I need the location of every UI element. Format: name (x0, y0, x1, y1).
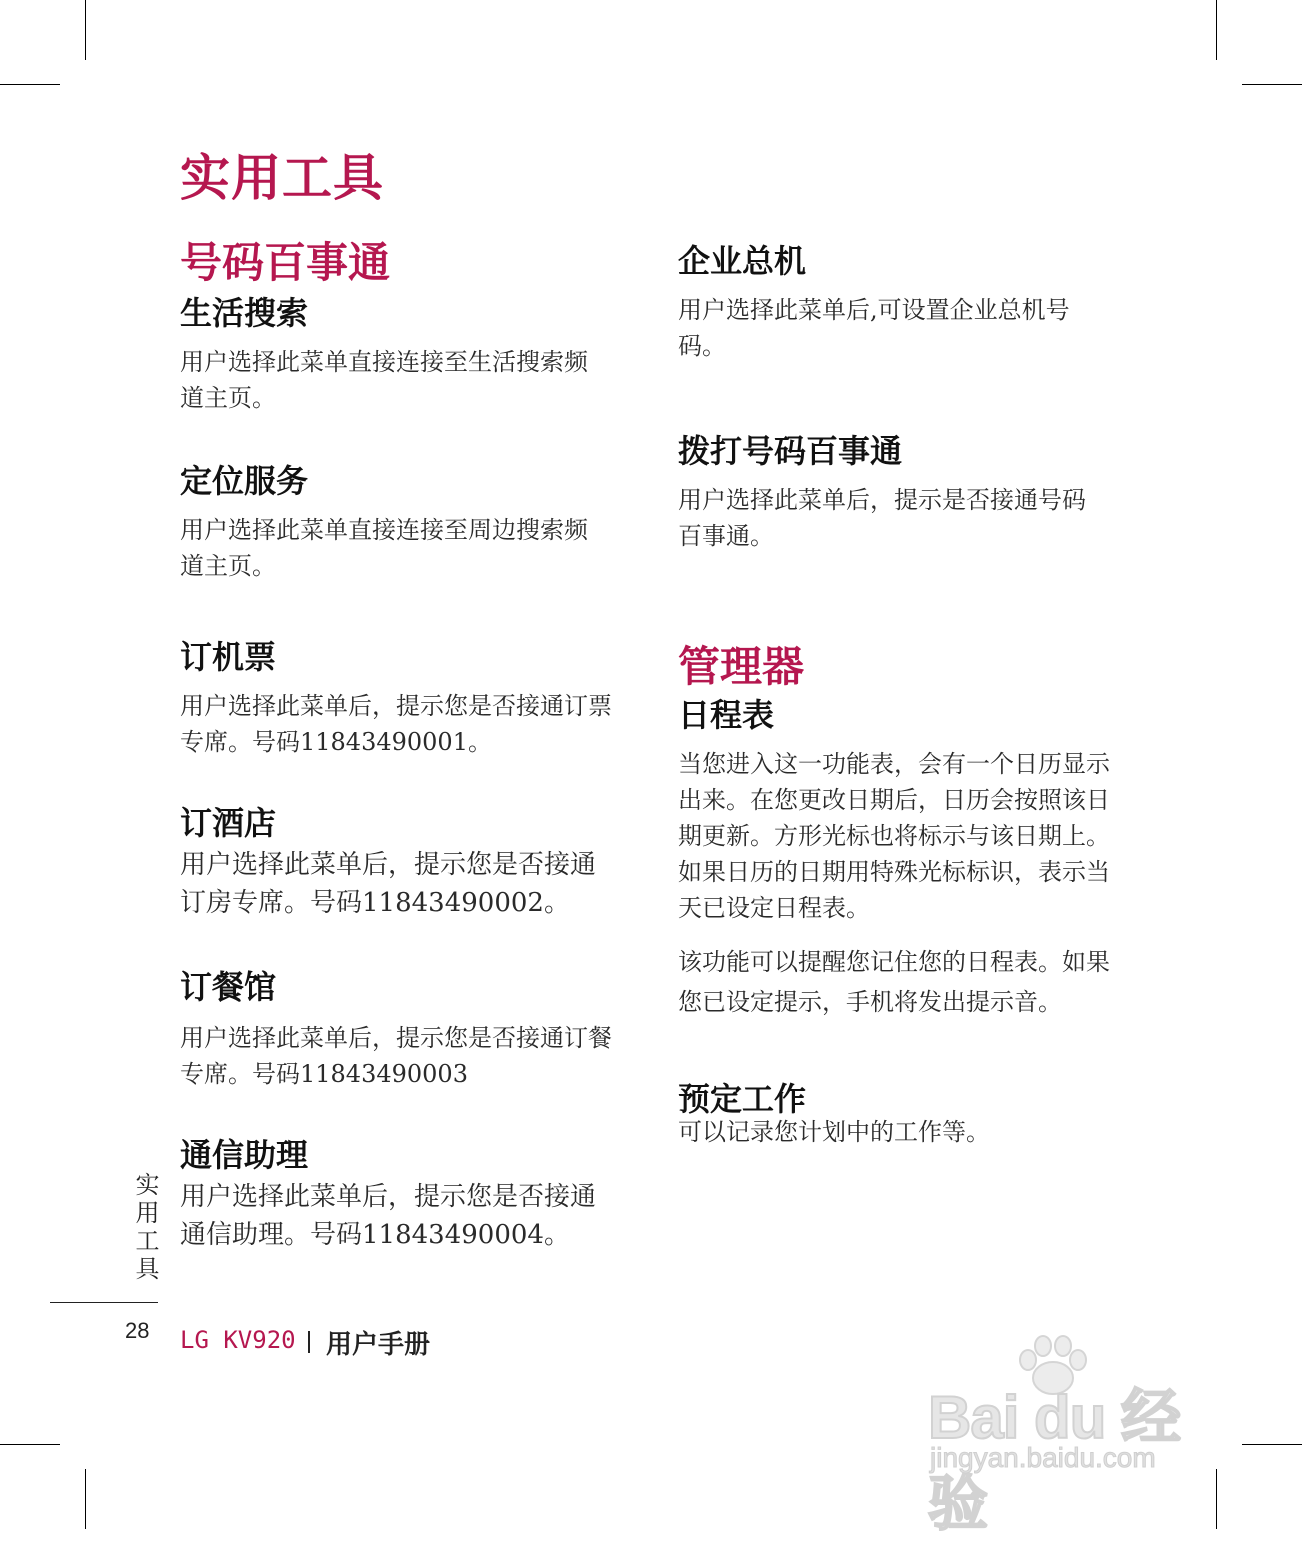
item-title-book-hotel: 订酒店 (180, 804, 277, 842)
crop-mark (1216, 0, 1217, 60)
item-body-communication-assistant (180, 1178, 630, 1254)
body-line: 用户选择此菜单直接连接至周边搜索频 (180, 516, 588, 544)
body-line: 道主页。 (180, 552, 276, 580)
body-line: 专席。号码11843490001。 (180, 728, 492, 756)
schedule-paragraph-1 (678, 746, 1128, 926)
body-line: 您已设定提示，手机将发出提示音。 (678, 988, 1062, 1016)
item-body-dial-bai-shi-tong (678, 482, 1128, 554)
body-line: 可以记录您计划中的工作等。 (678, 1118, 990, 1146)
baidu-jingyan-watermark (928, 1330, 1228, 1537)
item-body-scheduled-task (678, 1114, 1128, 1150)
item-title-book-restaurant: 订餐馆 (180, 968, 277, 1006)
item-body-book-flight (180, 688, 630, 760)
page-title: 实用工具 (180, 148, 384, 207)
crop-mark (85, 0, 86, 60)
body-line: 订房专席。号码11843490002。 (180, 888, 570, 918)
item-title-communication-assistant: 通信助理 (180, 1136, 309, 1174)
crop-mark (1242, 84, 1302, 85)
item-body-location-service (180, 512, 630, 584)
body-line: 专席。号码11843490003 (180, 1060, 468, 1088)
item-body-enterprise-switchboard (678, 292, 1128, 364)
section-title-organizer: 管理器 (678, 642, 805, 691)
item-body-book-restaurant (180, 1020, 630, 1092)
body-line: 用户选择此菜单后，提示您是否接通订票 (180, 692, 612, 720)
footer-model: LG KV920 (180, 1326, 296, 1354)
body-line: 道主页。 (180, 384, 276, 412)
footer-separator (308, 1331, 310, 1353)
item-title-location-service: 定位服务 (180, 462, 309, 500)
body-line: 用户选择此菜单后，提示您是否接通 (180, 850, 597, 880)
schedule-paragraph-2 (678, 942, 1128, 1022)
body-line: 该功能可以提醒您记住您的日程表。如果 (678, 948, 1110, 976)
crop-mark (85, 1469, 86, 1529)
section-title-hao-ma-bai-shi-tong: 号码百事通 (180, 238, 391, 287)
item-body-life-search (180, 344, 630, 416)
body-line: 出来。在您更改日期后，日历会按照该日 (678, 786, 1110, 814)
footer-rule (50, 1302, 158, 1303)
body-line: 当您进入这一功能表，会有一个日历显示 (678, 750, 1110, 778)
crop-mark (0, 1444, 60, 1445)
side-tab-label: 实用工具 (131, 1172, 159, 1284)
body-line: 用户选择此菜单直接连接至生活搜索频 (180, 348, 588, 376)
crop-mark (1242, 1444, 1302, 1445)
page-number: 28 (125, 1318, 150, 1343)
item-title-schedule: 日程表 (678, 696, 775, 734)
body-line: 期更新。方形光标也将标示与该日期上。 (678, 822, 1110, 850)
body-line: 百事通。 (678, 522, 774, 550)
item-body-book-hotel (180, 846, 630, 922)
body-line: 用户选择此菜单后,可设置企业总机号 (678, 296, 1070, 324)
body-line: 天已设定日程表。 (678, 894, 870, 922)
body-line: 码。 (678, 332, 726, 360)
crop-mark (0, 84, 60, 85)
body-line: 用户选择此菜单后，提示您是否接通订餐 (180, 1024, 612, 1052)
body-line: 用户选择此菜单后，提示您是否接通 (180, 1182, 597, 1212)
item-title-life-search: 生活搜索 (180, 294, 309, 332)
body-line: 如果日历的日期用特殊光标标识，表示当 (678, 858, 1110, 886)
footer-manual-label: 用户手册 (326, 1330, 431, 1360)
item-title-enterprise-switchboard: 企业总机 (678, 242, 807, 280)
body-line: 用户选择此菜单后，提示是否接通号码 (678, 486, 1086, 514)
item-title-scheduled-task: 预定工作 (678, 1080, 807, 1118)
watermark-main: Bai du 经验 (928, 1384, 1181, 1537)
watermark-url: jingyan.baidu.com (930, 1442, 1156, 1473)
body-line: 通信助理。号码11843490004。 (180, 1220, 570, 1250)
item-title-book-flight: 订机票 (180, 638, 277, 676)
item-title-dial-bai-shi-tong: 拨打号码百事通 (678, 432, 903, 470)
